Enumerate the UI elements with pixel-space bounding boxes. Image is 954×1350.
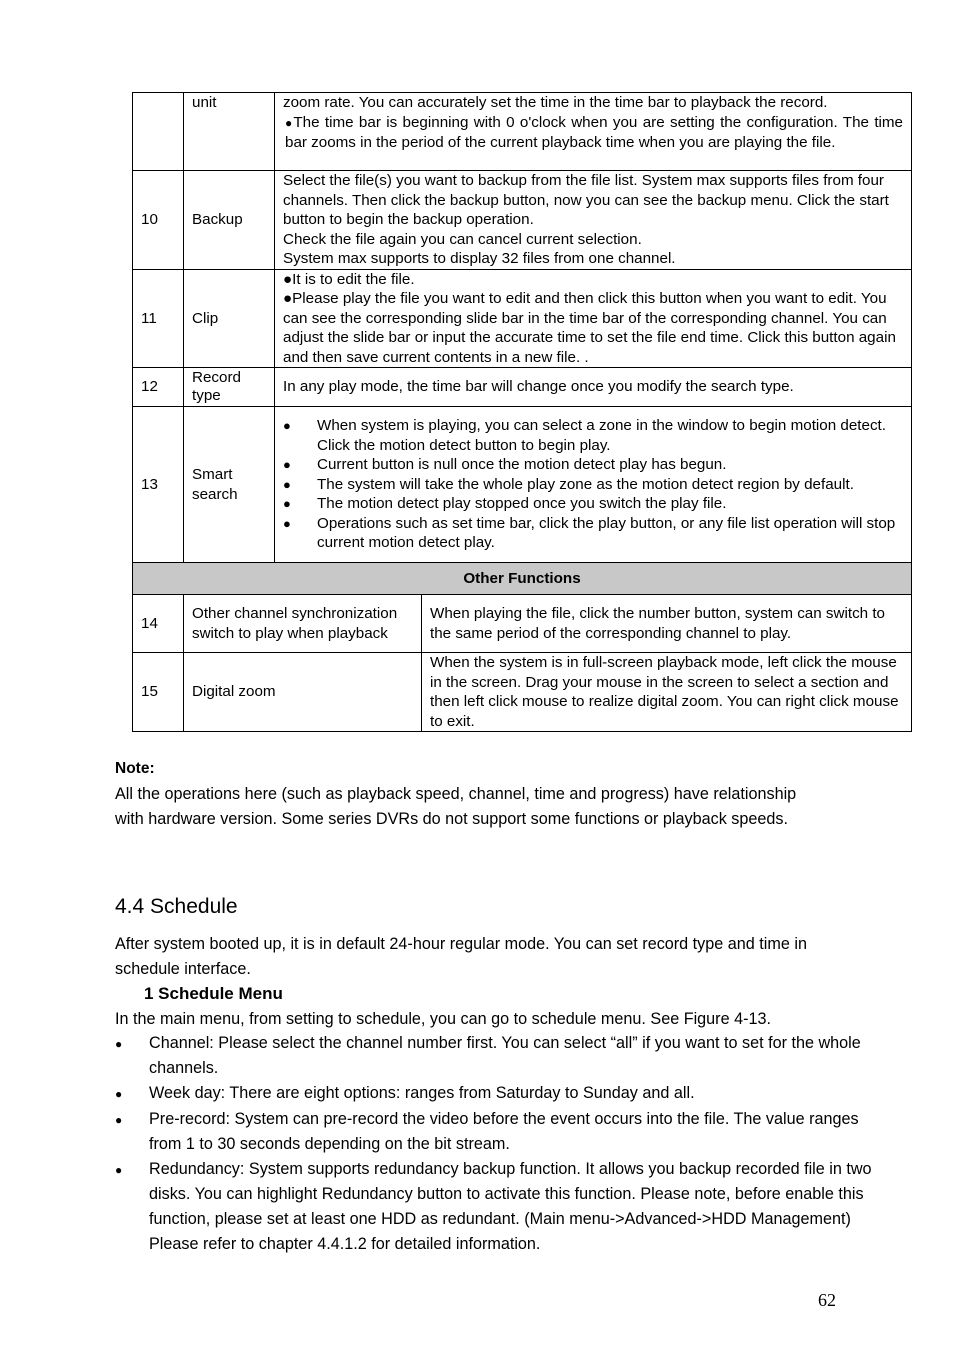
table-row (133, 368, 912, 407)
row-function-name: Clip (184, 269, 275, 368)
function-name: unit (192, 94, 217, 111)
list-item (115, 1157, 875, 1257)
row-description: When the system is in full-screen playback mode, left click the mouse in the screen. Drag your mouse in the screen to select a section and then left click mouse to realize digital zoom. You can right click mouse to exit. (422, 653, 912, 732)
list-item-text: Redundancy: System supports redundancy backup function. It allows you backup recorded file in two disks. You can highlight Redundancy button to activate this function. Please note, before enable this function, please set at least one HDD as redundant. (Main menu->Advanced->HDD Management) Please refer to chapter 4.4.1.2 for detailed information. (149, 1160, 872, 1253)
list-item (283, 416, 903, 455)
row-description (275, 269, 912, 368)
section-header-row (133, 563, 912, 595)
row-number (133, 93, 184, 171)
row-function-name (184, 93, 275, 171)
bullet-icon: ● (115, 1087, 123, 1101)
table-row (133, 171, 912, 270)
section-title: Other Functions (133, 563, 912, 595)
row-function-name: Other channel synchronization switch to play when playback (184, 595, 422, 653)
bullet-icon: ● (115, 1037, 123, 1051)
list-item (283, 455, 903, 475)
list-item-text: The system will take the whole play zone as the motion detect region by default. (317, 475, 854, 493)
schedule-options-list (115, 1031, 875, 1257)
note-heading: Note: (115, 760, 155, 777)
list-item (115, 1107, 875, 1157)
section-heading: 4.4 Schedule (115, 895, 238, 918)
subsection-heading: 1 Schedule Menu (144, 984, 283, 1003)
description-text: ●Please play the file you want to edit and then click this button when you want to edit. You can see the corresponding slide bar in the time bar of the corresponding channel. You can adjust the slide bar or input the accurate time to set the file end time. Click this button again and then save current contents in a new file. . (283, 290, 896, 366)
list-item-text: The motion detect play stopped once you switch the play file. (317, 495, 727, 513)
table-row (133, 269, 912, 368)
list-item-text: Channel: Please select the channel number first. You can select “all” if you want to set for the whole channels. (149, 1034, 861, 1077)
list-item (283, 494, 903, 514)
list-item-text: Pre-record: System can pre-record the video before the event occurs into the file. The value ranges from 1 to 30 seconds depending on the bit stream. (149, 1110, 859, 1153)
functions-table (132, 92, 912, 732)
row-function-name: Smart search (184, 407, 275, 563)
section-lead: In the main menu, from setting to schedule, you can go to schedule menu. See Figure 4-13. (115, 1010, 771, 1028)
description-line: zoom rate. You can accurately set the time in the time bar to playback the record. (283, 94, 828, 111)
description-bullet-line (283, 113, 903, 153)
list-item-text: Operations such as set time bar, click the play button, or any file list operation will stop current motion detect play. (317, 514, 896, 552)
table-row (133, 595, 912, 653)
bullet-icon: ● (283, 515, 291, 531)
row-function-name: Backup (184, 171, 275, 270)
row-number: 13 (133, 407, 184, 563)
row-description (275, 171, 912, 270)
list-item (115, 1081, 875, 1107)
description-text: Select the file(s) you want to backup from the file list. System max supports files from four channels. Then click the backup button, now you can see the backup menu. Click the start button to begin the backup operation. (283, 172, 889, 228)
bullet-icon: ● (283, 418, 291, 434)
description-text: The time bar is beginning with 0 o'clock when you are setting the configuration. The time bar zooms in the period of the current playback time when you are playing the file. (285, 113, 904, 151)
list-item-text: When system is playing, you can select a zone in the window to begin motion detect. Click the motion detect button to begin play. (317, 417, 886, 454)
row-number: 10 (133, 171, 184, 270)
list-item (115, 1031, 875, 1081)
row-description: When playing the file, click the number button, system can switch to the same period of the corresponding channel to play. (422, 595, 912, 653)
bullet-icon: ● (283, 457, 291, 473)
bullet-icon: ● (115, 1113, 123, 1127)
list-item (283, 475, 903, 495)
table-row (133, 407, 912, 563)
row-number: 14 (133, 595, 184, 653)
note-text: All the operations here (such as playback speed, channel, time and progress) have relationship with hardware version. Some series DVRs do not support some functions or playback speeds. (115, 785, 797, 828)
bullet-icon: ● (285, 115, 294, 130)
page-number: 62 (818, 1290, 836, 1310)
description-text: System max supports to display 32 files from one channel. (283, 250, 676, 267)
row-number: 15 (133, 653, 184, 732)
description-text: Check the file again you can cancel current selection. (283, 230, 642, 248)
bullet-icon: ● (283, 496, 291, 512)
row-description: In any play mode, the time bar will change once you modify the search type. (275, 368, 912, 407)
row-function-name: Record type (184, 368, 275, 407)
table-row (133, 653, 912, 732)
row-description (275, 407, 912, 563)
bullet-icon: ● (283, 476, 291, 492)
bullet-icon: ● (115, 1163, 123, 1177)
row-function-name: Digital zoom (184, 653, 422, 732)
section-intro: After system booted up, it is in default 24-hour regular mode. You can set record type and time in schedule interface. (115, 935, 807, 978)
list-item-text: Current button is null once the motion detect play has begun. (317, 456, 727, 474)
description-text: ●It is to edit the file. (283, 270, 415, 288)
list-item (283, 514, 903, 553)
row-number: 11 (133, 269, 184, 368)
list-item-text: Week day: There are eight options: ranges from Saturday to Sunday and all. (149, 1084, 695, 1102)
table-row (133, 93, 912, 171)
row-description (275, 93, 912, 171)
row-number: 12 (133, 368, 184, 407)
